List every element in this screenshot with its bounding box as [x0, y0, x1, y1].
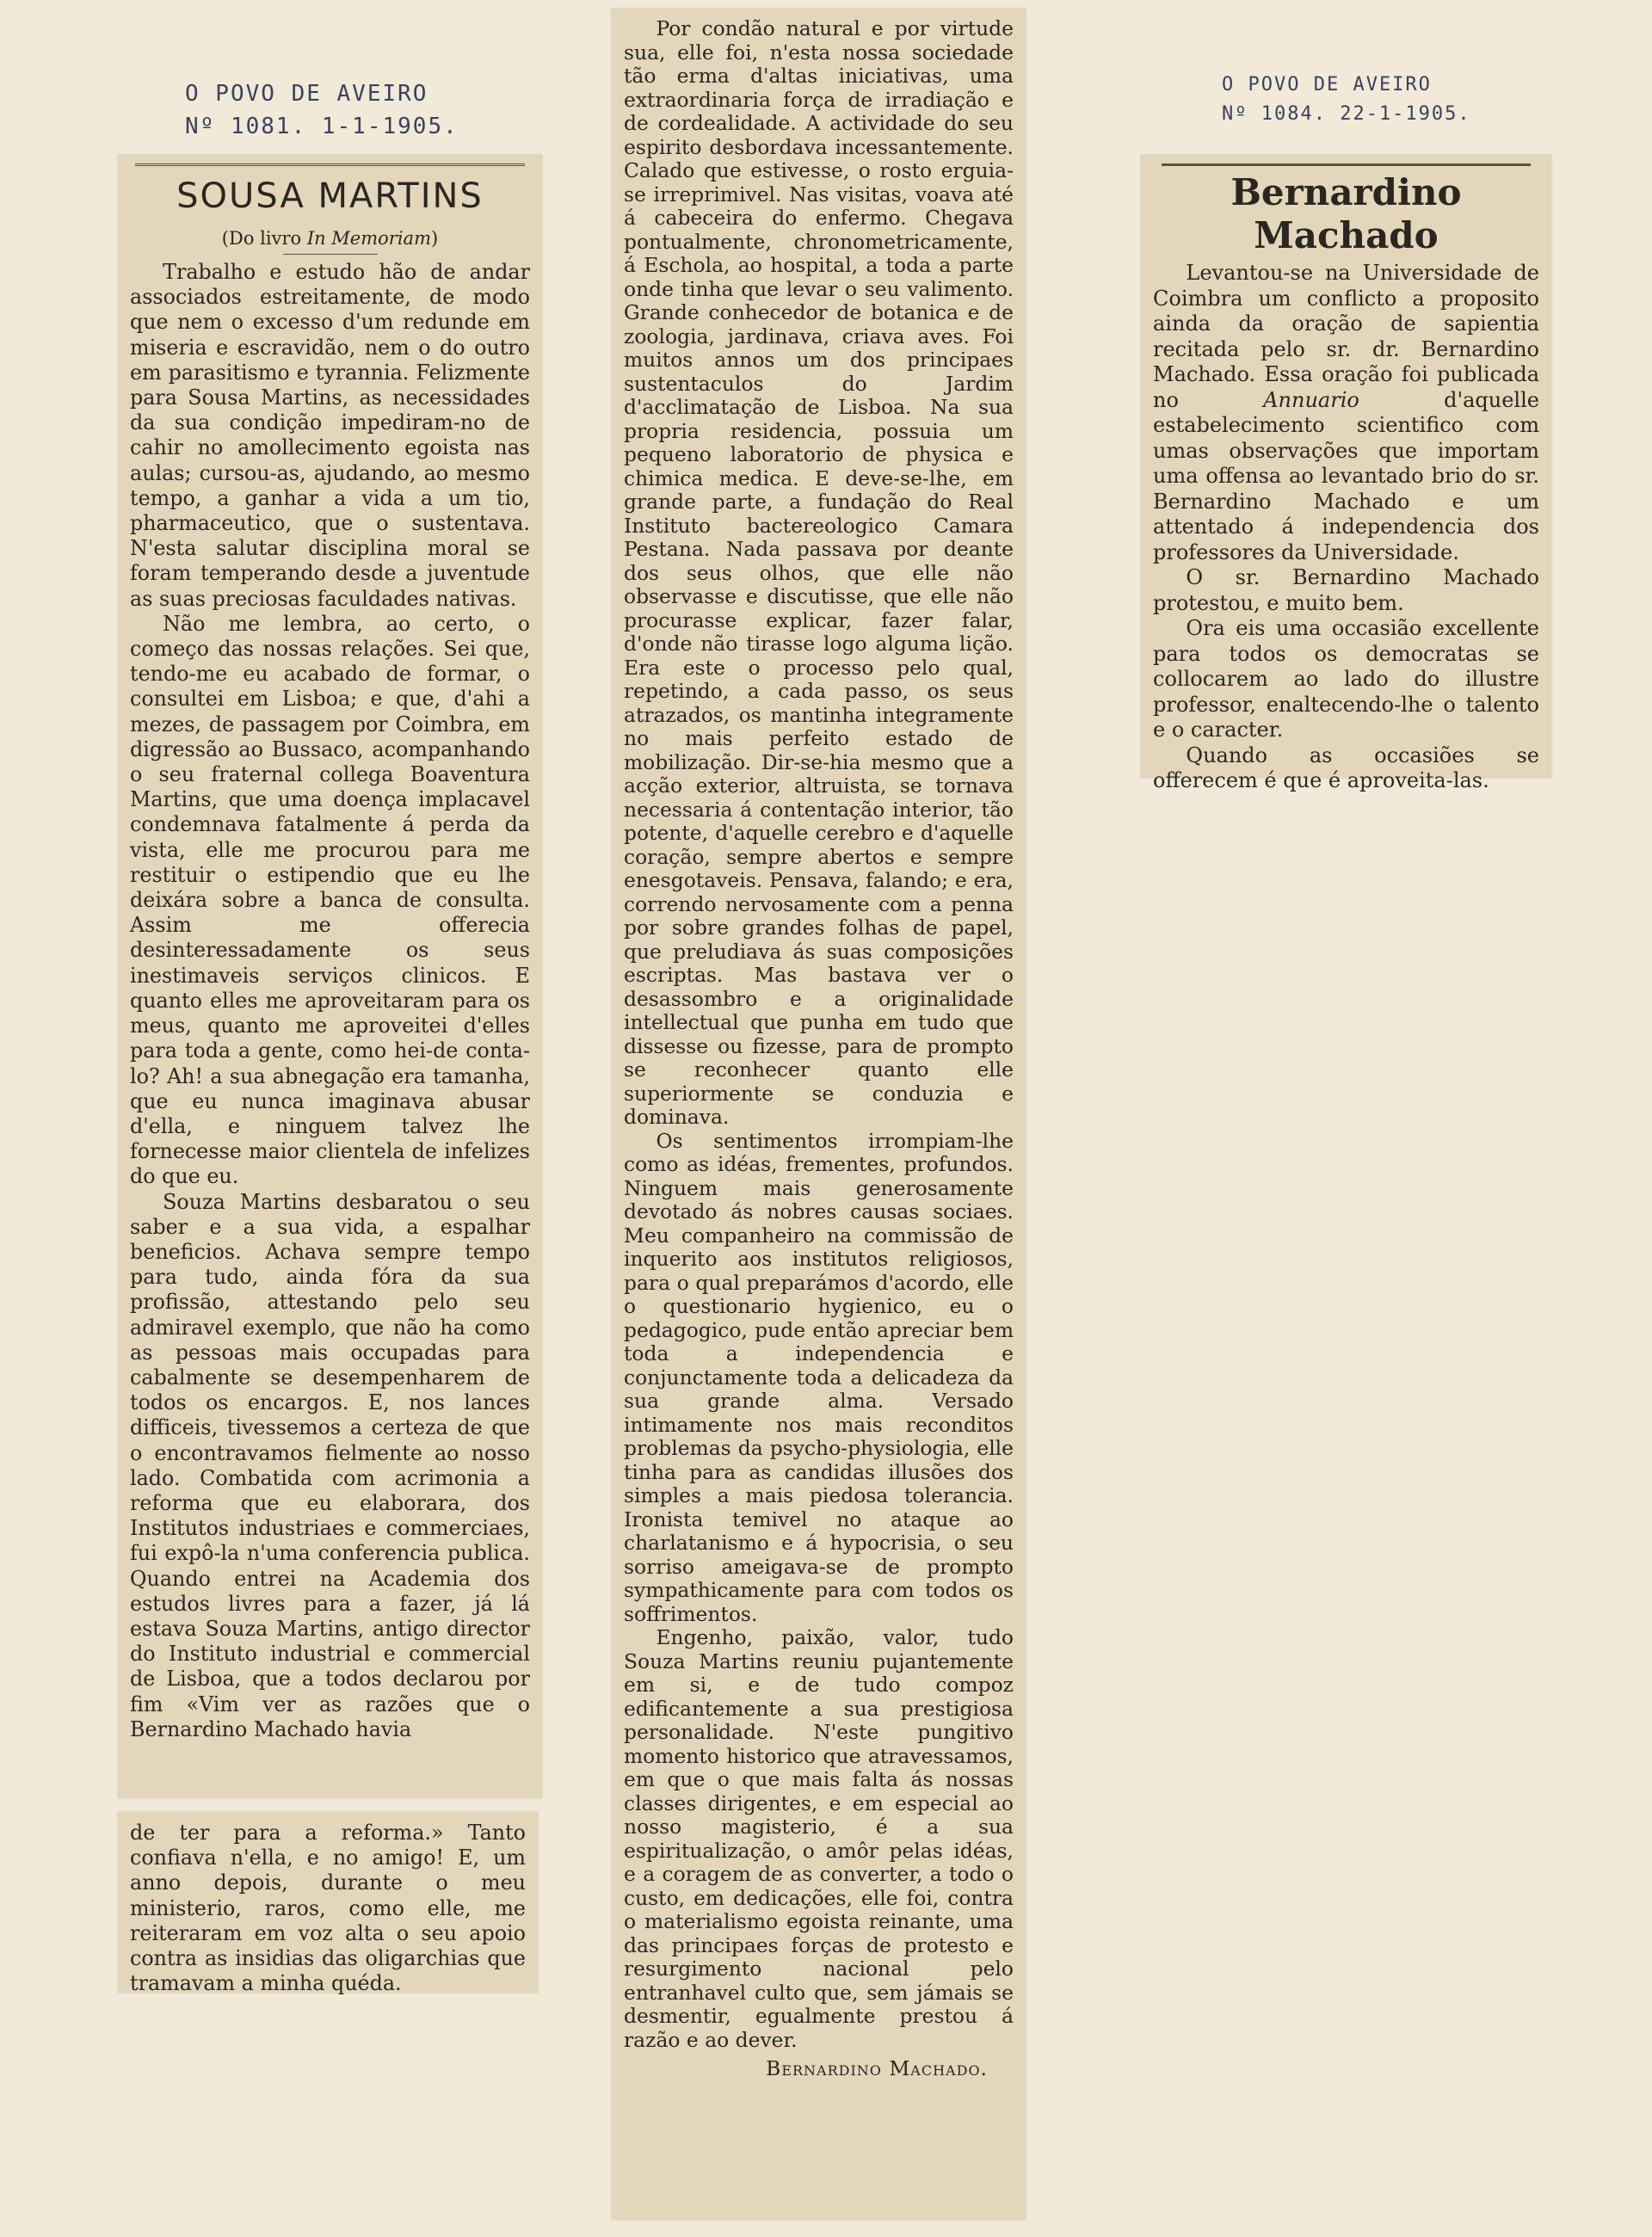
source-suffix: ): [430, 228, 439, 249]
paragraph: Engenho, paixão, valor, tudo Souza Martins reuniu pujantemente em si, e de tudo compoz edificantemente a sua prestigiosa personalidade. N'este pungitivo momento historico que atravessamos, em que o que mais falta ás nossas classes dirigentes, e em especial ao nosso magisterio, é a sua espiritualização, o amôr pelas idéas, e a coragem de as converter, a todo o custo, em dedicações, elle foi, contra o materialismo egoista reinante, uma das principaes forças de protesto e resurgimento nacional pelo entranhavel culto que, sem jámais se desmentir, egualmente prestou á razão e ao dever.: [624, 1625, 1014, 2052]
article-title: SOUSA MARTINS: [135, 163, 525, 218]
annotation-right-line2: Nº 1084. 22-1-1905.: [1222, 103, 1471, 125]
annuario-italic: Annuario: [1263, 387, 1359, 412]
clipping-sousa-martins-part3: [612, 9, 1026, 2220]
article-title: Bernardino Machado: [1162, 163, 1531, 257]
annotation-left-line2: Nº 1081. 1-1-1905.: [185, 114, 459, 139]
source-prefix: (Do livro: [221, 228, 307, 249]
clipping-bernardino-machado: [1141, 155, 1551, 792]
paragraph-rest: d'aquelle estabelecimento scientifico com umas observações que importam uma offensa ao levantado brio do sr. Bernardino Machado e um attentado á independencia dos professores da Universidade.: [1153, 387, 1539, 564]
clipping-sousa-martins-part1: [118, 155, 542, 1798]
handwritten-annotation-left: [185, 77, 495, 143]
paragraph: Ora eis uma occasião excellente para todos os democratas se collocarem ao lado do illustre professor, enaltecendo-lhe o talento e o caracter.: [1153, 616, 1539, 742]
article-signature: Bernardino Machado.: [766, 2056, 988, 2080]
paragraph: Não me lembra, ao certo, o começo das nossas relações. Sei que, tendo-me eu acabado de formar, o consultei em Lisboa; e que, d'ahi a mezes, de passagem por Coimbra, em digressão ao Bussaco, acompanhando o seu fraternal collega Boaventura Martins, que uma doença implacavel condemnava fatalmente á perda da vista, elle me procurou para me restituir o estipendio que eu lhe deixára sobre a banca de consulta. Assim me offerecia desinteressadamente os seus inestimaveis serviços clinicos. E quanto elles me aproveitaram para os meus, quanto me aproveitei d'elles para toda a gente, como hei-de conta-lo? Ah! a sua abnegação era tamanha, que eu nunca imaginava abusar d'ella, e ninguem talvez lhe fornecesse maior clientela de infelizes do que eu.: [130, 611, 530, 1189]
source-book: In Memoriam: [306, 228, 431, 249]
paragraph: Quando as occasiões se offerecem é que é aproveita-las.: [1153, 743, 1539, 792]
annotation-right-line1: O POVO DE AVEIRO: [1222, 74, 1432, 96]
paragraph-lead: Levantou-se na Universidade de Coimbra um conflicto a proposito ainda da oração de sapientia recitada pelo sr. dr. Bernardino Machado. Essa oração foi publicada no: [1153, 261, 1539, 412]
paragraph: O sr. Bernardino Machado protestou, e muito bem.: [1153, 565, 1539, 615]
paragraph: Os sentimentos irrompiam-lhe como as idéas, frementes, profundos. Ninguem mais generosamente devotado ás nobres causas sociaes. Meu companheiro na commissão de inquerito aos institutos religiosos, para o qual preparámos d'acordo, elle o questionario hygienico, eu o pedagogico, pude então apreciar bem toda a independencia e conjunctamente toda a delicadeza da sua grande alma. Versado intimamente nos mais reconditos problemas da psycho-physiologia, elle tinha para as candidas illusões dos simples a mais piedosa tolerancia. Ironista temivel no ataque ao charlatanismo e á hypocrisia, o seu sorriso ameigava-se de prompto sympathicamente para com todos os soffrimentos.: [624, 1128, 1014, 1626]
paragraph: de ter para a reforma.» Tanto confiava n'ella, e no amigo! E, um anno depois, durante o meu ministerio, raros, como elle, me reiteraram em voz alta o seu apoio contra as insidias das oligarchias que tramavam a minha quéda.: [130, 1821, 526, 1996]
article-source: [130, 226, 530, 250]
annotation-left-line1: O POVO DE AVEIRO: [185, 81, 428, 107]
paragraph: Por condão natural e por virtude sua, elle foi, n'esta nossa sociedade tão erma d'altas iniciativas, uma extraordinaria força de irradiação e de cordealidade. A actividade do seu espirito desbordava incessantemente. Calado que estivesse, o rosto erguia-se irreprimivel. Nas visitas, voava até á cabeceira do enfermo. Chegava pontualmente, chronometricamente, á Eschola, ao hospital, a toda a parte onde tinha que levar o seu valimento. Grande conhecedor de botanica e de zoologia, jardinava, criava aves. Foi muitos annos um dos principaes sustentaculos do Jardim d'acclimatação de Lisboa. Na sua propria residencia, possuia um pequeno laboratorio de physica e chimica medica. E deve-se-lhe, em grande parte, a fundação do Real Instituto bactereologico Camara Pestana. Nada passava por deante dos seus olhos, que elle não observasse e discutisse, que elle não procurasse explicar, fazer falar, d'onde não tirasse logo alguma lição. Era este o processo pelo qual, repetindo, a cada passo, os seus atrazados, os mantinha integramente no mais perfeito estado de mobilização. Dir-se-hia mesmo que a acção exterior, altruista, se tornava necessaria á contentação interior, tão potente, d'aquelle cerebro e d'aquelle coração, sempre abertos e sempre enesgotaveis. Pensava, falando; e era, correndo nervosamente com a penna por sobre grandes folhas de papel, que preludiava ás suas composições escriptas. Mas bastava ver o desassombro e a originalidade intellectual que punha em tudo que dissesse ou fizesse, para de prompto se reconhecer quanto elle superiormente se conduzia e dominava.: [624, 16, 1014, 1129]
paragraph: Souza Martins desbaratou o seu saber e a sua vida, a espalhar beneficios. Achava sempre tempo para tudo, ainda fóra da sua profissão, attestando pelo seu admiravel exemplo, que não ha como as pessoas mais occupadas para cabalmente se desempenharem de todos os encargos. E, nos lances difficeis, tivessemos a certeza de que o encontravamos fielmente ao nosso lado. Combatida com acrimonia a reforma que eu elaborara, dos Institutos industriaes e commerciaes, fui expô-la n'uma conferencia publica. Quando entrei na Academia dos estudos livres para a fazer, já lá estava Souza Martins, antigo director do Instituto industrial e commercial de Lisboa, que a todos declarou por fim «Vim ver as razões que o Bernardino Machado havia: [130, 1189, 530, 1741]
title-rule: [283, 254, 378, 255]
clipping-sousa-martins-part2: [118, 1812, 538, 1996]
paragraph: Trabalho e estudo hão de andar associados estreitamente, de modo que nem o excesso d'um redunde em miseria e escravidão, nem o do outro em parasitismo e tyrannia. Felizmente para Sousa Martins, as necessidades da sua condição impediram-no de cahir no amollecimento egoista nas aulas; cursou-as, ajudando, ao mesmo tempo, a ganhar a vida a um tio, pharmaceutico, que o sustentava. N'esta salutar disciplina moral se foram temperando desde a juventude as suas preciosas faculdades nativas.: [130, 260, 530, 611]
handwritten-annotation-right: [1222, 71, 1532, 129]
paragraph: [1153, 261, 1539, 565]
